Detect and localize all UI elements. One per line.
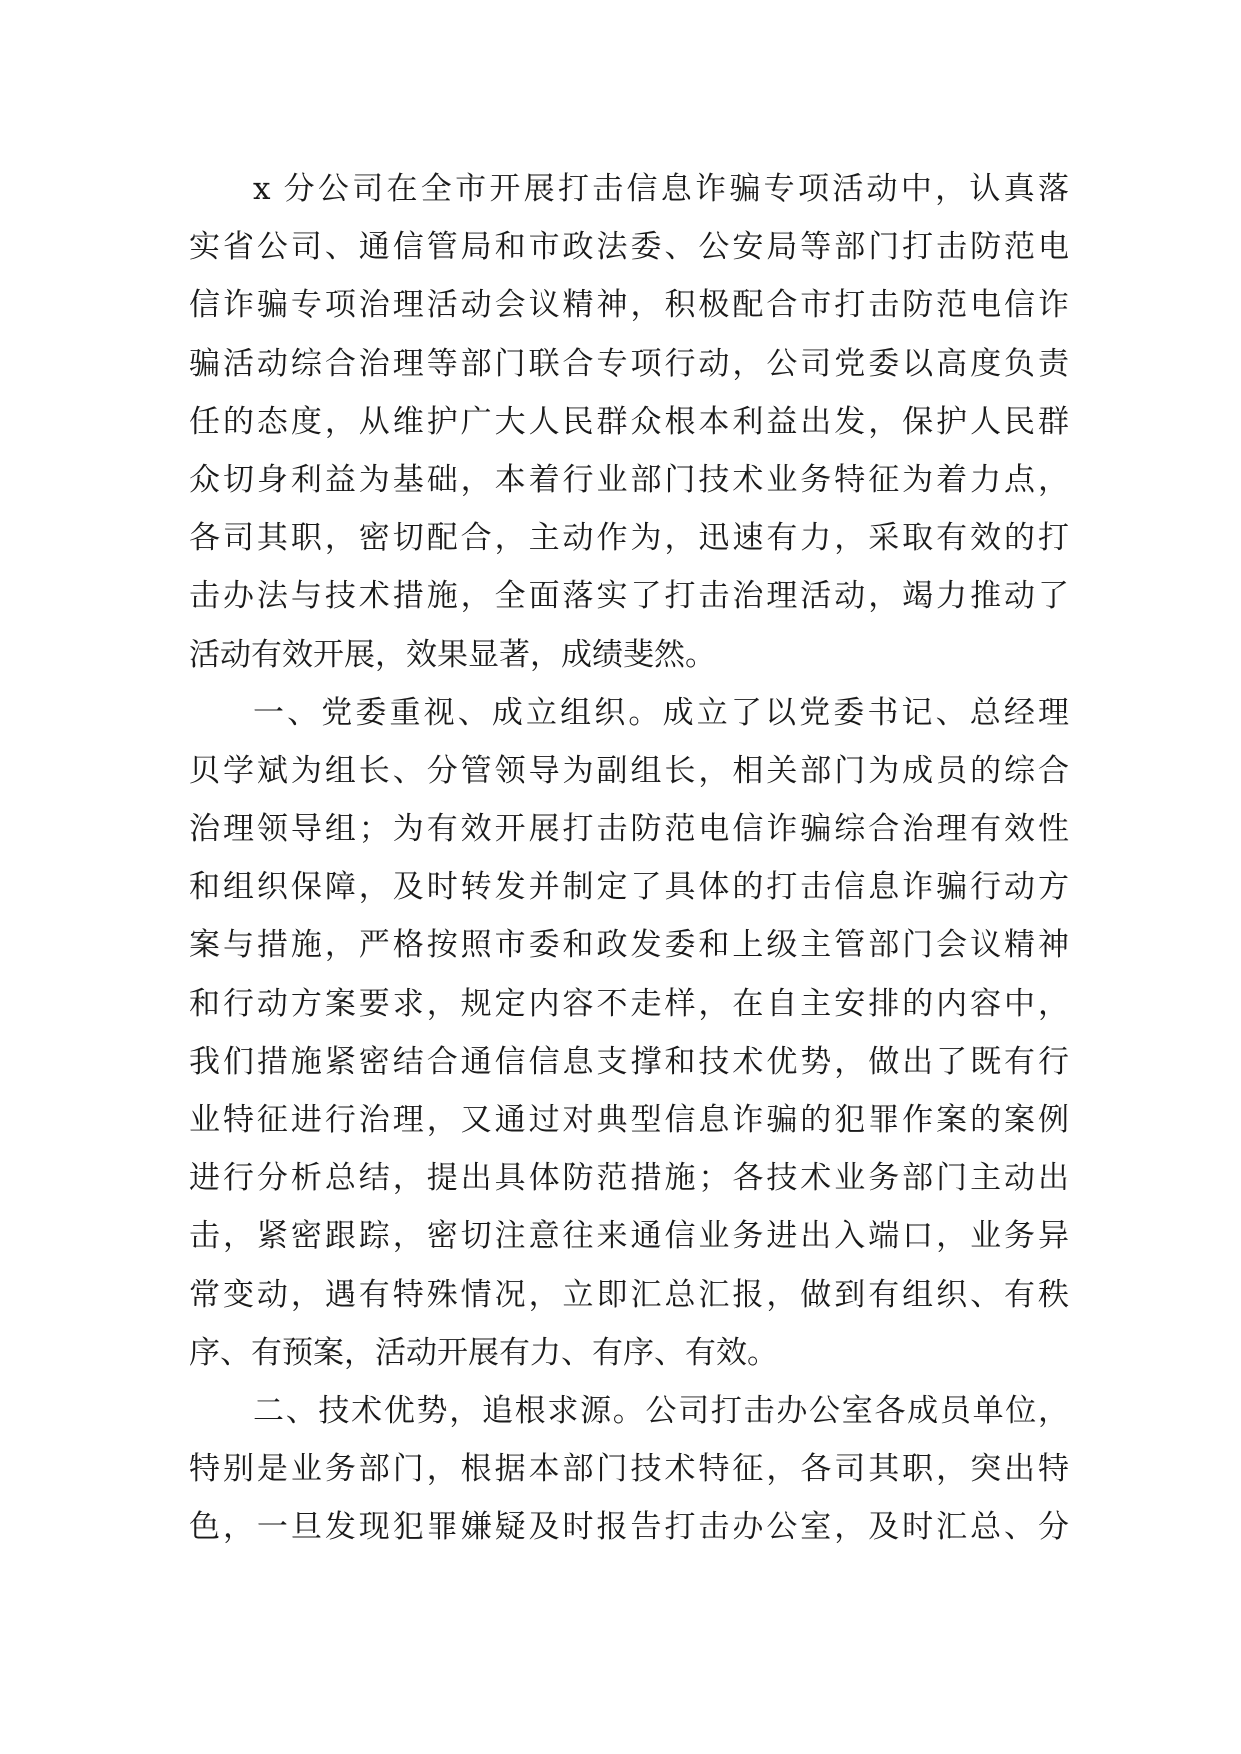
text-line: 进行分析总结，提出具体防范措施；各技术业务部门主动出 (189, 1160, 1069, 1197)
text-line: 治理领导组；为有效开展打击防范电信诈骗综合治理有效性 (189, 811, 1069, 848)
text-line: 和行动方案要求，规定内容不走样，在自主安排的内容中， (189, 985, 1069, 1022)
paragraph-section-one (189, 684, 1069, 1382)
text-line: 贝学斌为组长、分管领导为副组长，相关部门为成员的综合 (189, 752, 1069, 789)
text-line: 色，一旦发现犯罪嫌疑及时报告打击办公室，及时汇总、分 (189, 1509, 1069, 1546)
document-body (189, 160, 1069, 1557)
text-line: 击办法与技术措施，全面落实了打击治理活动，竭力推动了 (189, 578, 1069, 615)
text-line: 任的态度，从维护广大人民群众根本利益出发，保护人民群 (189, 403, 1069, 440)
text-line: 序、有预案，活动开展有力、有序、有效。 (189, 1334, 778, 1371)
text-line: 我们措施紧密结合通信信息支撑和技术优势，做出了既有行 (189, 1043, 1069, 1080)
text-line: 案与措施，严格按照市委和政发委和上级主管部门会议精神 (189, 927, 1069, 964)
text-line: 常变动，遇有特殊情况，立即汇总汇报，做到有组织、有秩 (189, 1276, 1069, 1313)
text-line: 众切身利益为基础，本着行业部门技术业务特征为着力点， (189, 461, 1069, 498)
text-line: 实省公司、通信管局和市政法委、公安局等部门打击防范电 (189, 229, 1069, 266)
paragraph-section-two (189, 1382, 1069, 1557)
text-line: 骗活动综合治理等部门联合专项行动，公司党委以高度负责 (189, 345, 1069, 382)
text-line: 一、党委重视、成立组织。成立了以党委书记、总经理 (253, 694, 1069, 731)
text-line: 二、技术优势，追根求源。公司打击办公室各成员单位， (253, 1392, 1069, 1429)
text-line: 活动有效开展，效果显著，成绩斐然。 (189, 636, 716, 673)
paragraph-intro (189, 160, 1069, 684)
text-line: 和组织保障，及时转发并制定了具体的打击信息诈骗行动方 (189, 869, 1069, 906)
text-line: 业特征进行治理，又通过对典型信息诈骗的犯罪作案的案例 (189, 1102, 1069, 1138)
text-line: 特别是业务部门，根据本部门技术特征，各司其职，突出特 (189, 1451, 1069, 1488)
text-line: 信诈骗专项治理活动会议精神，积极配合市打击防范电信诈 (189, 287, 1069, 324)
text-line: x 分公司在全市开展打击信息诈骗专项活动中，认真落 (253, 171, 1069, 207)
text-line: 击，紧密跟踪，密切注意往来通信业务进出入端口，业务异 (189, 1218, 1069, 1255)
text-line: 各司其职，密切配合，主动作为，迅速有力，采取有效的打 (189, 520, 1069, 557)
